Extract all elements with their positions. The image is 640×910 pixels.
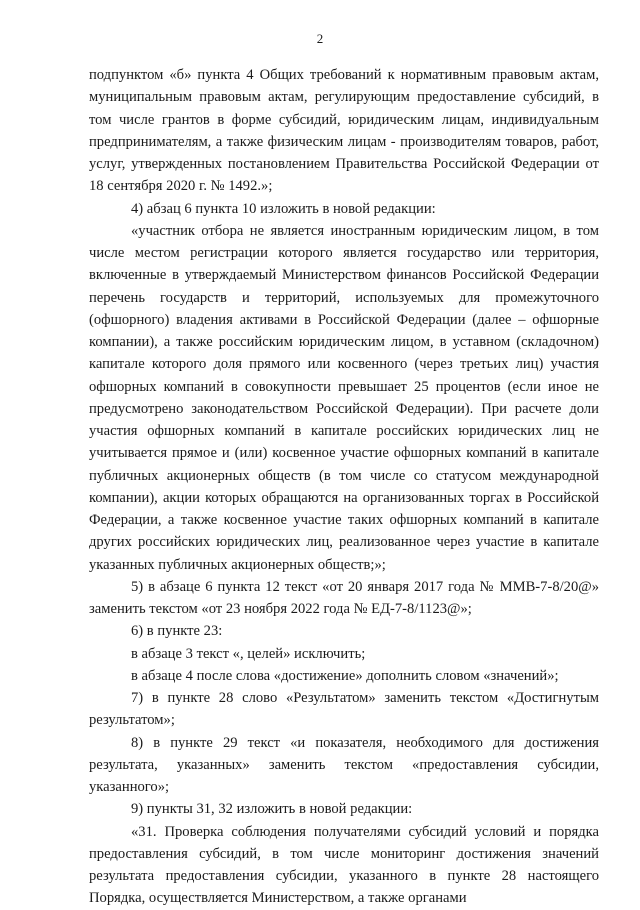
paragraph: подпунктом «б» пункта 4 Общих требований к нормативным правовым актам, муниципальным правовым актам, регулирующим предоставление субсидий, в том числе грантов в форме субсидий, юридическим лицам, индивидуальным предпринимателям, а также физическим лицам - производителям товаров, работ, услуг, утвержденных постановлением Правительства Российской Федерации от 18 сентября 2020 г. № 1492.»; (89, 67, 599, 195)
paragraph: 6) в пункте 23: (131, 623, 223, 640)
paragraph: в абзаце 3 текст «, целей» исключить; (131, 645, 366, 662)
document-body (89, 64, 599, 910)
paragraph: 8) в пункте 29 текст «и показателя, необходимого для достижения результата, указанных» заменить текстом «предоставления субсидии, указанного»; (89, 734, 599, 795)
paragraph: 4) абзац 6 пункта 10 изложить в новой редакции: (131, 200, 436, 217)
paragraph: «участник отбора не является иностранным юридическим лицом, в том числе местом регистрации которого является государство или территория, включенные в утверждаемый Министерством финансов Российской Федерации перечень государств и территорий, используемых для промежуточного (офшорного) владения активами в Российской Федерации (далее – офшорные компании), а также российским юридическим лицом, в уставном (складочном) капитале которого доля прямого или косвенного (через третьих лиц) участия офшорных компаний в совокупности превышает 25 процентов (если иное не предусмотрено законодательством Российской Федерации). При расчете доли участия офшорных компаний в капитале российских юридических лиц не учитывается прямое и (или) косвенное участие офшорных компаний в капитале публичных акционерных обществ (в том числе со статусом международной компании), акции которых обращаются на организованных торгах в Российской Федерации, а также косвенное участие таких офшорных компаний в капитале других российских юридических лиц, реализованное через участие в капитале указанных публичных акционерных обществ;»; (89, 222, 599, 573)
paragraph: 9) пункты 31, 32 изложить в новой редакции: (131, 801, 413, 818)
paragraph: «31. Проверка соблюдения получателями субсидий условий и порядка предоставления субсидий, в том числе мониторинг достижения значений результата предоставления субсидии, указанного в пункте 28 настоящего Порядка, осуществляется Министерством, а также органами (89, 823, 599, 907)
paragraph: 5) в абзаце 6 пункта 12 текст «от 20 января 2017 года № ММВ-7-8/20@» заменить текстом «от 23 ноября 2022 года № ЕД-7-8/1123@»; (89, 578, 599, 617)
paragraph: в абзаце 4 после слова «достижение» дополнить словом «значений»; (131, 667, 559, 684)
paragraph: 7) в пункте 28 слово «Результатом» заменить текстом «Достигнутым результатом»; (89, 690, 599, 729)
page-number: 2 (316, 31, 324, 46)
